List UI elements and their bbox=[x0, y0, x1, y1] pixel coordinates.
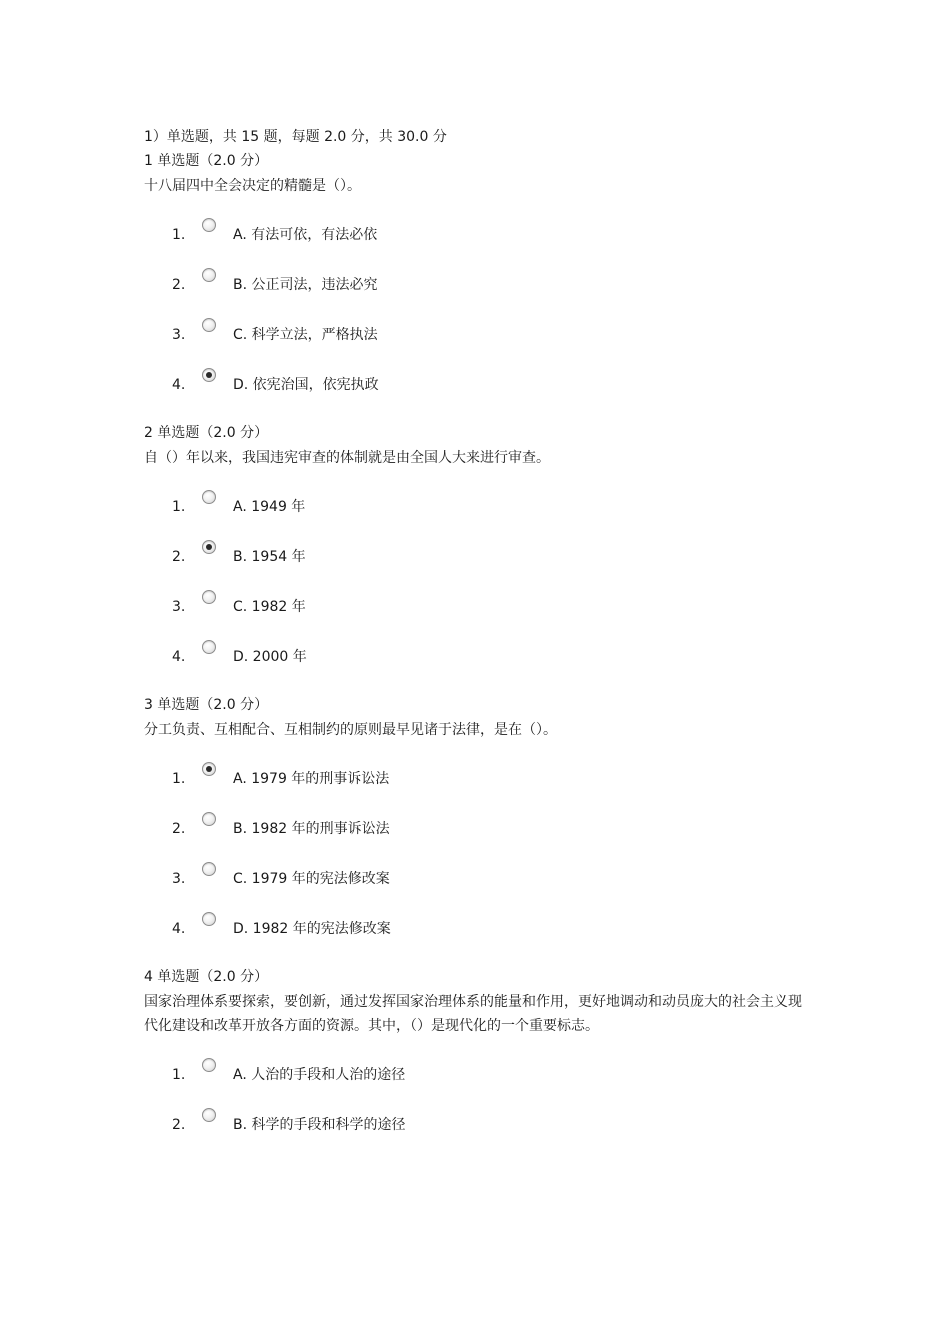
option-label: A. 1979 年的刑事诉讼法 bbox=[233, 771, 390, 787]
option-number: 2. bbox=[172, 1117, 186, 1133]
radio-button[interactable] bbox=[202, 490, 216, 504]
radio-button-selected[interactable] bbox=[202, 368, 216, 382]
radio-button[interactable] bbox=[202, 812, 216, 826]
option-label: A. 人治的手段和人治的途径 bbox=[233, 1067, 406, 1083]
option-number: 2. bbox=[172, 821, 186, 837]
option-list bbox=[144, 1058, 814, 1158]
option-label: A. 1949 年 bbox=[233, 499, 306, 515]
answer-option[interactable] bbox=[144, 1108, 814, 1158]
answer-option[interactable] bbox=[144, 490, 814, 540]
answer-option[interactable] bbox=[144, 268, 814, 318]
option-list bbox=[144, 490, 814, 690]
radio-button[interactable] bbox=[202, 862, 216, 876]
answer-option[interactable] bbox=[144, 1058, 814, 1108]
option-number: 3. bbox=[172, 327, 186, 343]
option-number: 1. bbox=[172, 771, 186, 787]
answer-option[interactable] bbox=[144, 812, 814, 862]
question-list bbox=[144, 150, 814, 1158]
radio-button[interactable] bbox=[202, 640, 216, 654]
section-header: 1）单选题，共 15 题，每题 2.0 分，共 30.0 分 bbox=[144, 129, 447, 145]
option-label: B. 公正司法，违法必究 bbox=[233, 277, 378, 293]
question-3 bbox=[144, 694, 814, 962]
question-header: 4 单选题（2.0 分） bbox=[144, 969, 269, 985]
option-list bbox=[144, 762, 814, 962]
answer-option[interactable] bbox=[144, 762, 814, 812]
question-header: 1 单选题（2.0 分） bbox=[144, 153, 269, 169]
question-1 bbox=[144, 150, 814, 418]
answer-option[interactable] bbox=[144, 218, 814, 268]
radio-button[interactable] bbox=[202, 318, 216, 332]
option-number: 2. bbox=[172, 549, 186, 565]
option-number: 1. bbox=[172, 227, 186, 243]
answer-option[interactable] bbox=[144, 640, 814, 690]
quiz-content bbox=[144, 126, 814, 1162]
radio-button[interactable] bbox=[202, 1108, 216, 1122]
answer-option[interactable] bbox=[144, 912, 814, 962]
option-label: B. 科学的手段和科学的途径 bbox=[233, 1117, 406, 1133]
question-2 bbox=[144, 422, 814, 690]
option-label: C. 1982 年 bbox=[233, 599, 306, 615]
question-text: 十八届四中全会决定的精髓是（）。 bbox=[144, 178, 361, 194]
radio-button[interactable] bbox=[202, 1058, 216, 1072]
option-label: D. 1982 年的宪法修改案 bbox=[233, 921, 391, 937]
answer-option[interactable] bbox=[144, 540, 814, 590]
option-number: 1. bbox=[172, 499, 186, 515]
option-label: A. 有法可依，有法必依 bbox=[233, 227, 378, 243]
option-label: D. 依宪治国，依宪执政 bbox=[233, 377, 379, 393]
radio-button[interactable] bbox=[202, 912, 216, 926]
option-label: C. 科学立法，严格执法 bbox=[233, 327, 378, 343]
question-header: 3 单选题（2.0 分） bbox=[144, 697, 269, 713]
radio-button[interactable] bbox=[202, 268, 216, 282]
answer-option[interactable] bbox=[144, 590, 814, 640]
option-label: B. 1982 年的刑事诉讼法 bbox=[233, 821, 390, 837]
radio-button[interactable] bbox=[202, 218, 216, 232]
option-number: 1. bbox=[172, 1067, 186, 1083]
option-label: C. 1979 年的宪法修改案 bbox=[233, 871, 390, 887]
answer-option[interactable] bbox=[144, 318, 814, 368]
question-text: 国家治理体系要探索，要创新，通过发挥国家治理体系的能量和作用，更好地调动和动员庞大的社会主义现代化建设和改革开放各方面的资源。其中，（）是现代化的一个重要标志。 bbox=[144, 994, 802, 1034]
question-header: 2 单选题（2.0 分） bbox=[144, 425, 269, 441]
option-number: 4. bbox=[172, 921, 186, 937]
option-number: 3. bbox=[172, 871, 186, 887]
question-4 bbox=[144, 966, 814, 1158]
answer-option[interactable] bbox=[144, 368, 814, 418]
radio-button[interactable] bbox=[202, 590, 216, 604]
option-label: B. 1954 年 bbox=[233, 549, 306, 565]
question-text: 自（）年以来，我国违宪审查的体制就是由全国人大来进行审查。 bbox=[144, 450, 550, 466]
option-number: 3. bbox=[172, 599, 186, 615]
answer-option[interactable] bbox=[144, 862, 814, 912]
option-number: 2. bbox=[172, 277, 186, 293]
radio-button-selected[interactable] bbox=[202, 540, 216, 554]
question-text: 分工负责、互相配合、互相制约的原则最早见诸于法律，是在（）。 bbox=[144, 722, 557, 738]
option-label: D. 2000 年 bbox=[233, 649, 307, 665]
option-number: 4. bbox=[172, 377, 186, 393]
option-number: 4. bbox=[172, 649, 186, 665]
radio-button-selected[interactable] bbox=[202, 762, 216, 776]
option-list bbox=[144, 218, 814, 418]
